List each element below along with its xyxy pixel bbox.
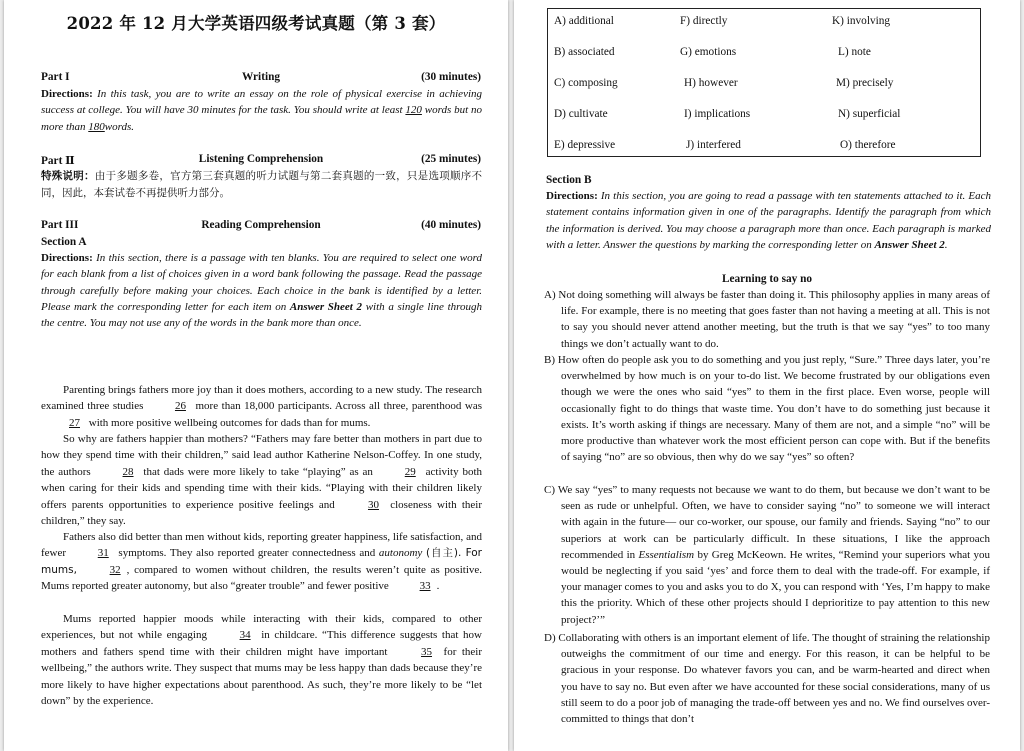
paragraph-d: D) Collaborating with others is an important element of life. The thought of straining the relationship outweighs the commitment of our time and energy. For this reason, it can be helpful to be gracious in your response. Do whatever favors you can, and be warm-hearted and direct when you have to say no. But even after we have accounted for these social considerations, many of us still seem to do a poor job of managing the trade-off between yes and no. We find ourselves over-committed to things that don’t: [544, 632, 990, 726]
section-a-label: Section A: [41, 236, 87, 248]
word-bank-option: H) however: [684, 77, 738, 89]
directions-label: Directions:: [546, 190, 598, 202]
text: that dads were more likely to take “playing” as an: [143, 465, 373, 478]
word-bank-option: E) depressive: [554, 139, 616, 151]
word-bank-option: O) therefore: [840, 139, 896, 151]
word-bank-option: G) emotions: [680, 46, 737, 58]
text: in childcare. “This difference suggests that how mothers and fathers spend time with their children might have important: [41, 629, 482, 658]
text: closeness with their children,” they say.: [41, 498, 482, 528]
blank-34[interactable]: 34: [239, 629, 251, 642]
part2-note: [41, 168, 482, 201]
text: (自主). For mums,: [41, 547, 482, 576]
part1-name: Writing: [241, 71, 281, 83]
section-b-label: Section B: [546, 174, 592, 186]
answer-sheet-ref: Answer Sheet 2: [289, 300, 363, 313]
note-label: 特殊说明：: [41, 170, 95, 182]
directions-end: .: [944, 238, 948, 251]
blank-26[interactable]: 26: [174, 400, 186, 413]
directions-label: Directions:: [41, 88, 93, 100]
left-page: [4, 0, 508, 751]
min-words: 120: [405, 104, 422, 117]
paragraph-b: B) How often do people ask you to do something and you just reply, “Sure.” Three days later, you’re overwhelmed by how much is on your to-do list. We become frustrated by our obligations even though we were the ones who said “yes” to them in the first place. Even worse, people will occasionally fight to do things that waste time. You don’t have to do something just because it exists. It’s worth asking if things are necessary. Many of them are not, and a simple “no” will be more productive than whatever work the most efficient person can cope with. But if the benefits of saying “no” are so obvious, then why do we say “yes” so often?: [544, 354, 990, 464]
paragraph-c: [544, 482, 990, 628]
text: , compared to women without children, the results weren’t quite as positive. Mums reported greater autonomy, but also “greater trouble” and fewer positive: [41, 563, 483, 593]
blank-30[interactable]: 30: [367, 498, 379, 511]
autonomy-term: autonomy: [378, 547, 423, 560]
max-words: 180: [88, 120, 105, 133]
word-bank-option: J) interfered: [686, 139, 741, 151]
passage-paragraph-4: [41, 611, 482, 709]
blank-29[interactable]: 29: [404, 465, 416, 478]
blank-32[interactable]: 32: [109, 563, 121, 576]
part1-time: (30 minutes): [421, 71, 481, 83]
part2-header: [41, 153, 481, 167]
blank-33[interactable]: 33: [419, 580, 431, 593]
section-b-directions: [546, 188, 991, 253]
text: more than 18,000 participants. Across all three, parenthood was: [195, 400, 482, 413]
part3-label: Part III: [41, 219, 79, 231]
directions-mid: words but no more than: [41, 104, 483, 133]
part1-directions: [41, 86, 482, 135]
note-text: 由于多题多卷，官方第三套真题的听力试题与第二套真题的一致，只是选项顺序不同，因此，本套试卷不再提供听力部分。: [41, 170, 482, 199]
part3-name: Reading Comprehension: [201, 219, 321, 231]
blank-27[interactable]: 27: [69, 416, 80, 429]
part3-header: [41, 219, 481, 233]
word-bank-option: N) superficial: [838, 108, 901, 120]
word-bank-option: M) precisely: [836, 77, 894, 89]
word-bank-option: A) additional: [554, 15, 614, 27]
directions-text: In this task, you are to write an essay on the role of physical exercise in achieving success at college. You will have 30 minutes for the task. You should write at least: [41, 88, 483, 117]
blank-28[interactable]: 28: [122, 465, 134, 478]
word-bank-option: F) directly: [680, 15, 728, 27]
word-bank: [547, 8, 981, 157]
passage-paragraph-3: [41, 529, 482, 595]
part2-name: Listening Comprehension: [198, 153, 324, 165]
passage-paragraph-2: [41, 431, 482, 529]
passage-paragraph-1: [41, 382, 482, 431]
text: for their wellbeing,” the authors write. They suspect that mums may be less happy than dads because they’re more likely to have higher expectations about parenthood. As such, they’re more likely to be “let down” by the experience.: [41, 645, 483, 708]
word-bank-option: D) cultivate: [554, 108, 608, 120]
book-title: Essentialism: [638, 548, 695, 561]
right-page: [514, 0, 1020, 751]
word-bank-option: I) implications: [684, 108, 751, 120]
part3-directions: [41, 250, 482, 331]
part1-label: Part I: [41, 71, 70, 83]
part2-time: (25 minutes): [421, 153, 481, 165]
word-bank-option: B) associated: [554, 46, 615, 58]
directions-text: In this section, you are going to read a passage with ten statements attached to it. Each statement contains information given in one of the paragraphs. Identify the paragraph from which the information is derived. You may choose a paragraph more than once. Each paragraph is marked with a letter. Answer the questions by marking the corresponding letter on: [546, 190, 991, 251]
blank-31[interactable]: 31: [97, 547, 109, 560]
part1-header: [41, 71, 481, 85]
text: So why are fathers happier than mothers? “Fathers may fare better than mothers in part due to how they spend time with their children,” said lead author Katherine Nelson-Coffey. In one study, the authors: [41, 433, 482, 478]
part2-label: Part Ⅱ: [41, 155, 75, 167]
text: Fathers also did better than men without kids, reporting greater happiness, life satisfaction, and fewer: [41, 531, 482, 560]
word-bank-option: K) involving: [832, 15, 891, 27]
text: Parenting brings fathers more joy than it does mothers, according to a new study. The research examined three studies: [41, 384, 482, 413]
text: with more positive wellbeing outcomes for dads than for mums.: [88, 416, 371, 429]
page-title: 2022 年 12 月大学英语四级考试真题（第 3 套）: [66, 14, 446, 33]
directions-text: In this section, there is a passage with ten blanks. You are required to select one word for each blank from a list of choices given in a word bank following the passage. Read the passage through carefully before making your choices. Each choice in the bank is identified by a letter. Please mark the corresponding letter for each item on: [41, 252, 482, 313]
directions-label: Directions:: [41, 252, 93, 264]
passage-title: Learning to say no: [721, 273, 813, 285]
text: C) We say “yes” to many requests not because we want to do them, but because we don’t want to be seen as rude or unhelpful. Often, we have to consider saying “no” to someone we will interact with again in the future— our co-worker, our spouse, our family and friends. Saying “no” to our superiors at work can be particularly difficult. In these situations, I like the approach recommended in: [544, 484, 990, 561]
word-bank-option: C) composing: [554, 77, 618, 89]
answer-sheet-ref: Answer Sheet 2: [874, 238, 945, 251]
word-bank-option: L) note: [838, 46, 871, 58]
part3-time: (40 minutes): [421, 219, 481, 231]
blank-35[interactable]: 35: [421, 645, 433, 658]
text: symptoms. They also reported greater connectedness and: [118, 547, 376, 560]
directions-end: words.: [104, 120, 135, 133]
text: .: [436, 580, 440, 593]
text: by Greg McKeown. He writes, “Remind your superiors what you would be neglecting if you said ‘yes’ and force them to deal with the trade-off. For example, if your manager comes to you and asks you to do X, you can respond with ‘Yes, I’m happy to make this the priority. Which of these other projects should I deprioritize to pay attention to this new project?’”: [561, 548, 991, 626]
paragraph-a: A) Not doing something will always be faster than doing it. This philosophy applies in many areas of life. For example, there is no meeting that goes faster than not having a meeting at all. This is not to say you should never attend another meeting, but the truth is that we say “yes” to too many things we don’t actually want to do.: [544, 289, 990, 350]
directions-end: with a single line through the centre. You may not use any of the words in the bank more than once.: [41, 300, 483, 330]
text: activity both when caring for their kids and spending time with their kids. “Playing with their children likely offers parents opportunities to experience positive feelings and: [41, 465, 483, 511]
text: Mums reported happier moods while interacting with their kids, compared to other experiences, but not while engaging: [41, 613, 482, 642]
